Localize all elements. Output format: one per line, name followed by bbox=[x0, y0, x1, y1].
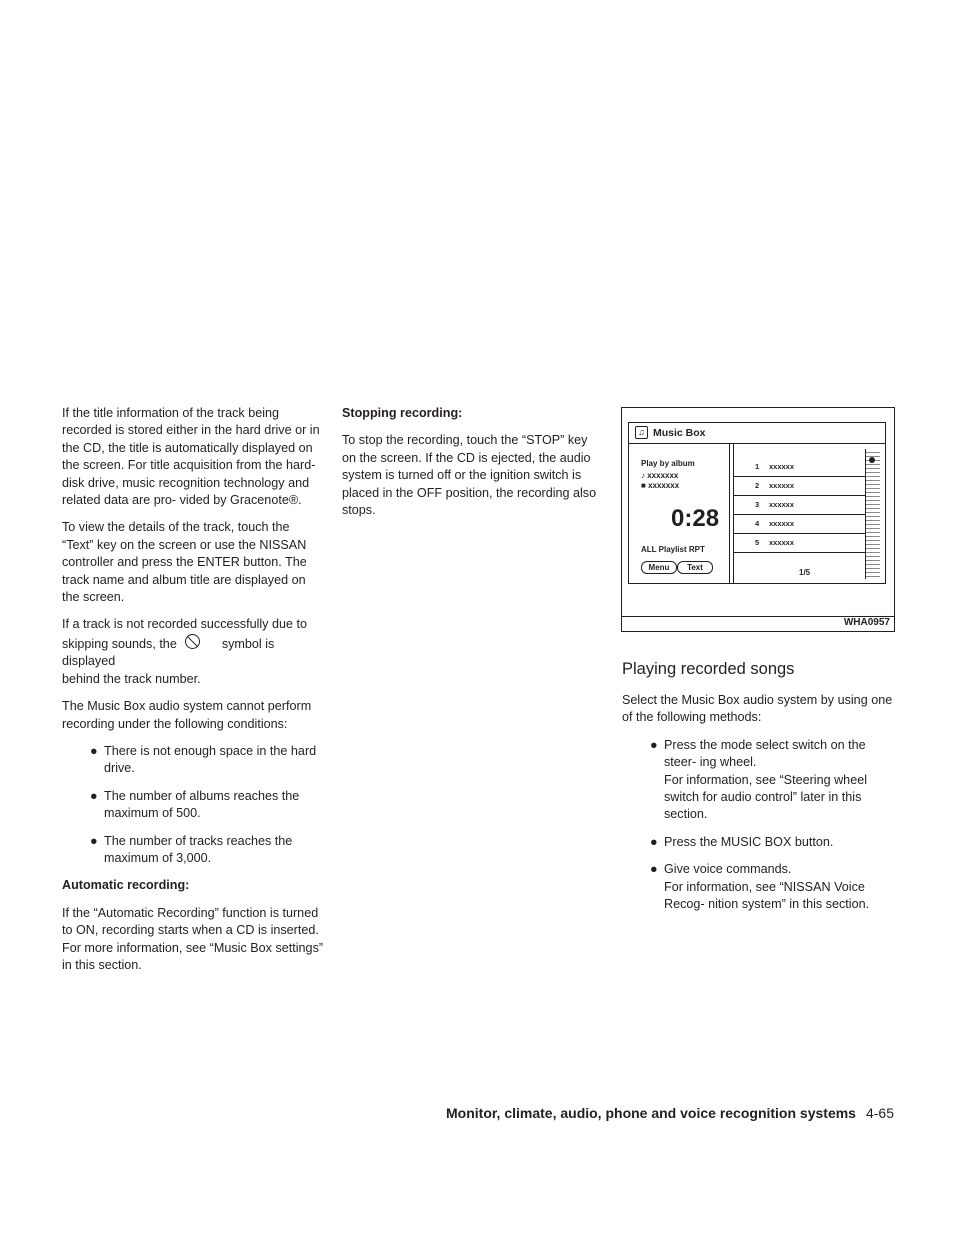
artist-name: xxxxxxx bbox=[647, 471, 679, 480]
screen-title: Music Box bbox=[653, 427, 706, 439]
paragraph-conditions: The Music Box audio system cannot perform recording under the following conditions: bbox=[62, 699, 312, 731]
menu-button[interactable]: Menu bbox=[641, 561, 677, 574]
track-number: 2 bbox=[755, 481, 760, 490]
skip-line-2a: skipping sounds, the bbox=[62, 636, 177, 651]
track-title: xxxxxx bbox=[769, 519, 795, 528]
artist-row bbox=[641, 471, 678, 480]
repeat-mode: ALL Playlist RPT bbox=[641, 545, 705, 554]
music-box-screen-figure bbox=[621, 407, 895, 632]
list-item-text: The number of albums reaches the maximum of 500. bbox=[104, 788, 300, 821]
bullet-icon: ● bbox=[90, 788, 98, 803]
page-number: 4-65 bbox=[865, 1105, 894, 1121]
page-footer bbox=[446, 1105, 894, 1121]
conditions-list bbox=[62, 743, 324, 867]
album-row bbox=[641, 481, 679, 490]
footer-section-title: Monitor, climate, audio, phone and voice recognition systems bbox=[446, 1105, 856, 1121]
skip-symbol-icon bbox=[185, 634, 200, 649]
right-column bbox=[622, 658, 898, 923]
paragraph-automatic-recording: If the “Automatic Recording” function is turned to ON, recording starts when a CD is inserted. For more information, see “Music Box settings” in this section. bbox=[62, 905, 324, 972]
artist-icon: ♪ bbox=[641, 471, 648, 480]
bullet-icon: ● bbox=[90, 743, 98, 758]
bullet-icon: ● bbox=[90, 833, 98, 848]
elapsed-time: 0:28 bbox=[671, 505, 720, 532]
bullet-icon: ● bbox=[650, 737, 658, 752]
music-box-icon: ♫ bbox=[635, 426, 648, 439]
skip-line-1: If a track is not recorded successfully due to bbox=[62, 617, 307, 632]
scroll-knob[interactable] bbox=[869, 457, 875, 463]
paragraph-title-info: If the title information of the track being recorded is stored either in the hard drive or in the CD, the title is automatically displayed on the screen. For title acquisition from the hard-disk drive, music recognition technology and related data are pro- vided by Gracenote®. bbox=[62, 406, 320, 508]
figure-label: WHA0957 bbox=[843, 617, 890, 628]
track-title: xxxxxx bbox=[769, 500, 795, 509]
track-number: 1 bbox=[755, 462, 760, 471]
track-row[interactable] bbox=[733, 495, 865, 515]
paragraph-stopping-recording: To stop the recording, touch the “STOP” key on the screen. If the CD is ejected, the audio system is turned off or the ignition switch is placed in the OFF position, the recording also stops. bbox=[342, 433, 597, 518]
heading-stopping-recording: Stopping recording: bbox=[342, 406, 463, 420]
methods-list bbox=[622, 737, 898, 914]
track-row[interactable] bbox=[733, 514, 865, 534]
track-row[interactable] bbox=[733, 476, 865, 496]
scrollbar[interactable] bbox=[865, 449, 880, 579]
track-row[interactable] bbox=[733, 457, 865, 477]
list-item bbox=[622, 861, 898, 913]
paragraph-view-details: To view the details of the track, touch the “Text” key on the screen or use the NISSAN controller and press the ENTER button. The track name and album title are displayed on the screen. bbox=[62, 520, 307, 605]
list-item-text: Press the MUSIC BOX button. bbox=[664, 834, 834, 849]
play-mode-label: Play by album bbox=[641, 459, 695, 468]
list-item bbox=[62, 788, 324, 823]
panel-divider bbox=[729, 443, 730, 583]
list-item-subtext: For information, see “NISSAN Voice Recog- nition system” in this section. bbox=[664, 879, 870, 912]
track-title: xxxxxx bbox=[769, 538, 795, 547]
track-title: xxxxxx bbox=[769, 481, 795, 490]
page-indicator: 1/5 bbox=[799, 568, 811, 577]
screen-divider bbox=[629, 443, 885, 444]
track-title: xxxxxx bbox=[769, 462, 795, 471]
album-icon: ■ bbox=[641, 481, 649, 490]
paragraph-skip-sounds bbox=[62, 616, 324, 688]
album-name: xxxxxxx bbox=[648, 481, 680, 490]
music-box-screen bbox=[628, 422, 886, 584]
list-item-subtext: For information, see “Steering wheel switch for audio control” later in this section. bbox=[664, 772, 867, 822]
section-title: Playing recorded songs bbox=[622, 660, 795, 678]
list-item-text: The number of tracks reaches the maximum of 3,000. bbox=[104, 833, 293, 865]
skip-line-2b: symbol is displayed bbox=[62, 636, 275, 669]
list-item bbox=[62, 833, 324, 868]
track-row[interactable] bbox=[733, 533, 865, 553]
paragraph-select-methods: Select the Music Box audio system by using one of the following methods: bbox=[622, 693, 893, 725]
track-number: 3 bbox=[755, 500, 760, 509]
bullet-icon: ● bbox=[650, 862, 658, 877]
skip-line-3: behind the track number. bbox=[62, 671, 201, 686]
list-item bbox=[622, 737, 898, 824]
list-item-text: Press the mode select switch on the steer- ing wheel. bbox=[664, 737, 866, 770]
track-number: 4 bbox=[755, 519, 760, 528]
list-item-text: Give voice commands. bbox=[664, 862, 792, 877]
heading-automatic-recording: Automatic recording: bbox=[62, 878, 190, 893]
middle-column bbox=[342, 405, 604, 529]
left-column bbox=[62, 405, 324, 984]
list-item-text: There is not enough space in the hard drive. bbox=[104, 743, 317, 776]
list-item bbox=[62, 743, 324, 778]
list-item bbox=[622, 834, 898, 851]
text-button[interactable]: Text bbox=[677, 561, 713, 574]
track-number: 5 bbox=[755, 538, 760, 547]
bullet-icon: ● bbox=[650, 834, 658, 849]
